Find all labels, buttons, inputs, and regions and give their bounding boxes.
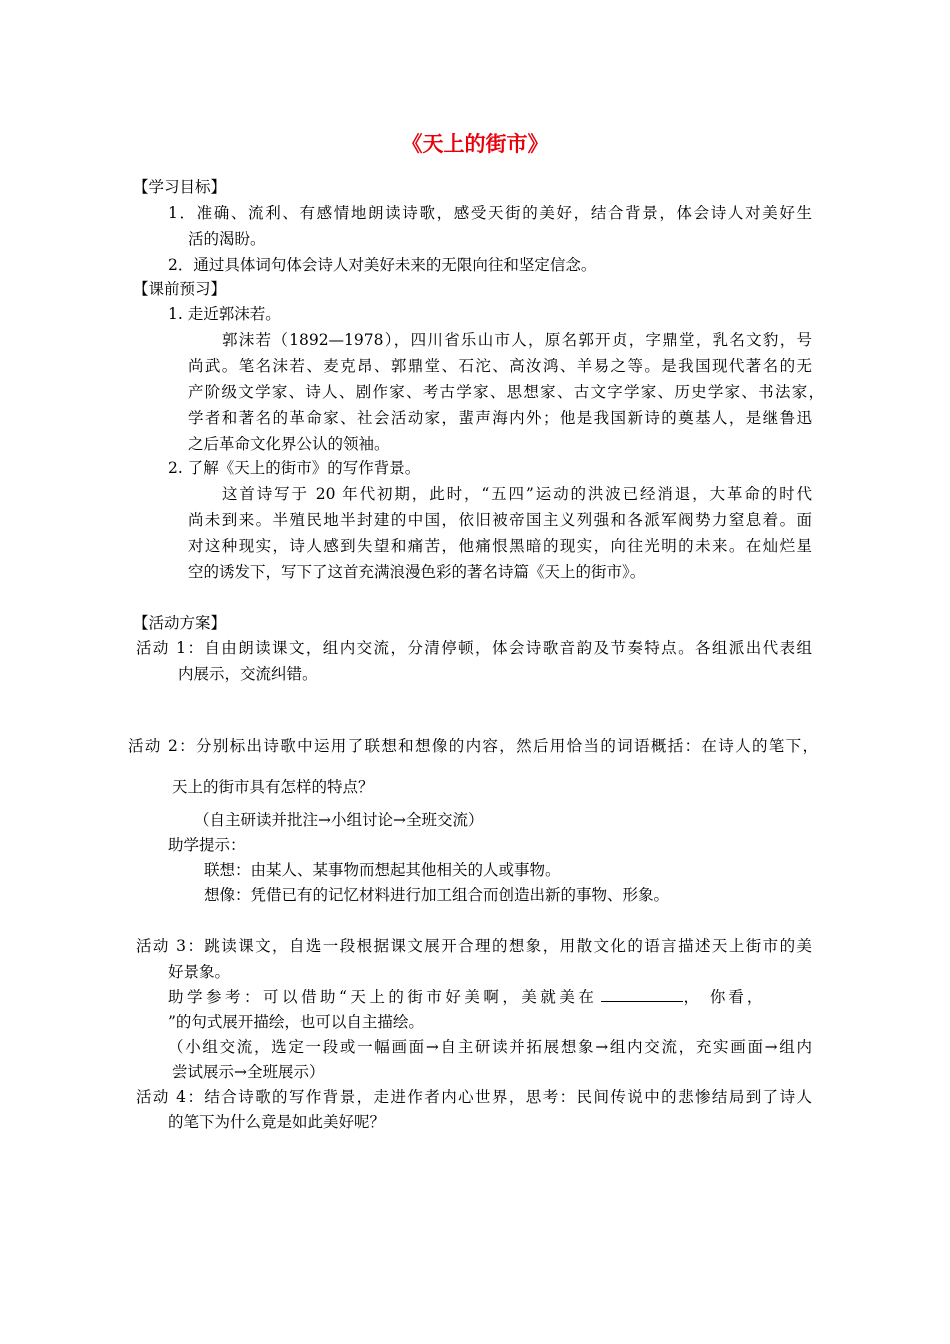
- bio-line: 郭沫若（1892—1978），四川省乐山市人，原名郭开贞，字鼎堂，乳名文豹，号: [222, 331, 812, 349]
- goal-1-line-2: 活的渴盼。: [188, 230, 266, 248]
- activity-3-reference-text: 助学参考：可以借助“天上的街市好美啊，美就美在: [168, 988, 598, 1006]
- section-heading-activities: 【活动方案】: [133, 614, 227, 632]
- background-line: 这首诗写于 20 年代初期，此时，“五四”运动的洪波已经消退，大革命的时代: [222, 485, 812, 503]
- bio-line: 产阶级文学家、诗人、剧作家、考古学家、思想家、古文字学家、历史学家、书法家，: [188, 383, 824, 401]
- activity-2-hint-label: 助学提示：: [168, 836, 246, 854]
- activity-3-reference-end: ”的句式展开描绘，也可以自主描绘。: [168, 1013, 424, 1031]
- goal-1-line-1: 1．准确、流利、有感情地朗读诗歌，感受天街的美好，结合背景，体会诗人对美好生: [168, 204, 812, 222]
- activity-2-hint-association: 联想：由某人、某事物而想起其他相关的人或事物。: [204, 861, 561, 879]
- activity-4-line-2: 的笔下为什么竟是如此美好呢？: [168, 1113, 386, 1131]
- activity-1-line-2: 内展示，交流纠错。: [178, 665, 318, 683]
- activity-3-flow-line-1: （小组交流，选定一段或一幅画面→自主研读并拓展想象→组内交流，充实画面→组内: [168, 1038, 812, 1056]
- preview-item-1: 1. 走近郭沫若。: [168, 305, 281, 323]
- activity-2-line-1: 活动 2：分别标出诗歌中运用了联想和想像的内容，然后用恰当的词语概括：在诗人的笔下，: [128, 737, 818, 755]
- background-line: 空的诱发下，写下了这首充满浪漫色彩的著名诗篇《天上的街市》。: [188, 563, 646, 581]
- section-heading-goals: 【学习目标】: [133, 178, 227, 196]
- fill-in-blank: [601, 986, 683, 1002]
- activity-1-line-1: 活动 1：自由朗读课文，组内交流，分清停顿，体会诗歌音韵及节奏特点。各组派出代表组: [136, 639, 812, 657]
- bio-line: 尚武。笔名沫若、麦克昂、郭鼎堂、石沱、高汝鸿、羊易之等。是我国现代著名的无: [188, 357, 812, 375]
- bio-line: 之后革命文化界公认的领袖。: [188, 435, 390, 453]
- activity-3-flow-line-2: 尝试展示→全班展示）: [172, 1063, 325, 1081]
- background-line: 尚未到来。半殖民地半封建的中国，依旧被帝国主义列强和各派军阀势力窒息着。面: [188, 511, 812, 529]
- document-title: 《天上的街市》: [401, 132, 549, 156]
- preview-item-2: 2. 了解《天上的街市》的写作背景。: [168, 459, 421, 477]
- goal-2: 2．通过具体词句体会诗人对美好未来的无限向往和坚定信念。: [168, 256, 597, 274]
- section-heading-preview: 【课前预习】: [133, 280, 227, 298]
- activity-4-line-1: 活动 4：结合诗歌的写作背景，走进作者内心世界，思考：民间传说中的悲惨结局到了诗人: [136, 1088, 812, 1106]
- activity-3-line-2: 好景象。: [168, 963, 231, 981]
- background-line: 对这种现实，诗人感到失望和痛苦，他痛恨黑暗的现实，向往光明的未来。在灿烂星: [188, 537, 812, 555]
- activity-2-hint-imagination: 想像：凭借已有的记忆材料进行加工组合而创造出新的事物、形象。: [204, 886, 670, 904]
- activity-2-flow: （自主研读并批注→小组讨论→全班交流）: [194, 811, 484, 829]
- activity-3-reference: [168, 986, 812, 1008]
- activity-3-line-1: 活动 3：跳读课文，自选一段根据课文展开合理的想象，用散文化的语言描述天上街市的美: [136, 937, 812, 955]
- activity-3-reference-text-2: ， 你看，: [683, 988, 766, 1006]
- bio-line: 学者和著名的革命家、社会活动家，蜚声海内外；他是我国新诗的奠基人，是继鲁迅: [188, 409, 812, 427]
- activity-2-line-2: 天上的街市具有怎样的特点？: [172, 778, 374, 796]
